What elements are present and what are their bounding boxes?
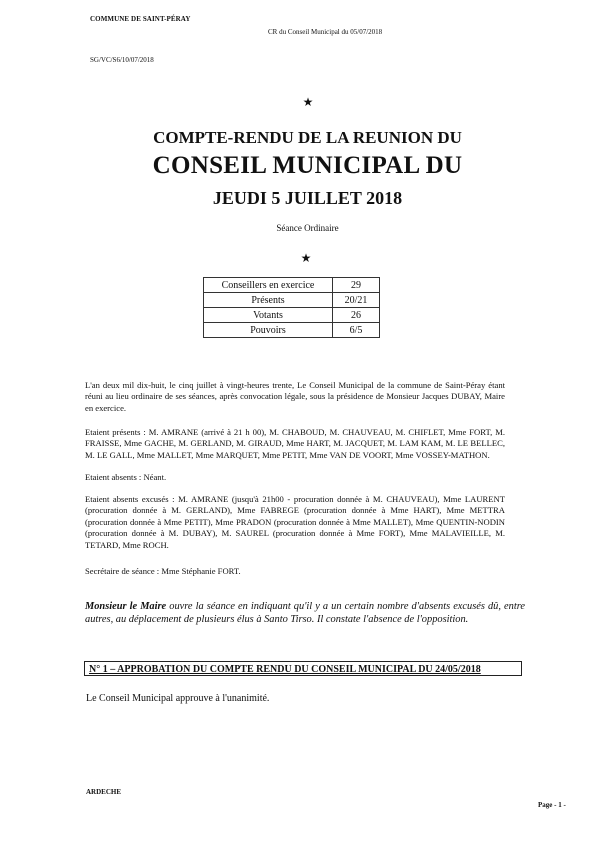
absents-text: Etaient absents : Néant. <box>85 472 167 482</box>
presents-text: Etaient présents : M. AMRANE (arrivé à 21 h 00), M. CHABOUD, M. CHAUVEAU, M. CHIFLET, Mme FORT, M. FRAISSE, Mme GACHE, M. GERLAND, M. GIRAUD, Mme HART, M. JACQUET, M. LAM KAM, M. LE BELLEC, M. LE GALL, Mme MALLET, Mme MARQUET, Mme PETIT, Mme VAN DE VOORT, Mme VOSSEY-MATHON. <box>85 427 505 460</box>
title-line-2: CONSEIL MUNICIPAL DU <box>152 152 463 179</box>
absents-paragraph <box>85 472 505 483</box>
stat-label: Conseillers en exercice <box>204 278 333 293</box>
stat-value: 29 <box>333 278 380 293</box>
presents-paragraph <box>85 427 505 461</box>
stat-value: 20/21 <box>333 293 380 308</box>
stat-label: Votants <box>204 308 333 323</box>
table-row <box>204 308 380 323</box>
footer-department: ARDECHE <box>86 788 122 796</box>
star-icon: ★ <box>300 251 312 265</box>
excused-text: Etaient absents excusés : M. AMRANE (jusqu'à 21h00 - procuration donnée à M. CHAUVEAU), Mme LAURENT (procuration donnée à M. GERLAND), Mme FABREGE (procuration donnée à Mme HART), Mme METTRA (procuration donnée à Mme PETIT), Mme PRADON (procuration donnée à Mme MALLET), Mme QUENTIN-NODIN (procuration donnée à M. DUBAY), M. SAUREL (procuration donnée à Mme FORT), Mme MALAVIEILLE, M. TETARD, Mme ROCH. <box>85 494 505 550</box>
announcement-text: ouvre la séance en indiquant qu'il y a un certain nombre d'absents excusés dû, entre autres, au déplacement de plusieurs élus à Santo Tirso. Il constate l'absence de l'opposition. <box>85 601 525 625</box>
stat-label: Pouvoirs <box>204 323 333 338</box>
title-line-1: COMPTE-RENDU DE LA REUNION DU <box>153 128 462 147</box>
stat-label: Présents <box>204 293 333 308</box>
stat-value: 6/5 <box>333 323 380 338</box>
secretary-text: Secrétaire de séance : Mme Stéphanie FORT. <box>85 566 241 576</box>
announcement-subject: Monsieur le Maire <box>85 601 167 612</box>
stat-value: 26 <box>333 308 380 323</box>
intro-paragraph <box>85 380 505 414</box>
excused-paragraph <box>85 494 505 551</box>
commune-header: COMMUNE DE SAINT-PÉRAY <box>90 15 191 23</box>
table-row <box>204 278 380 293</box>
page-number: Page - 1 - <box>538 801 566 809</box>
section-heading: N° 1 – APPROBATION DU COMPTE RENDU DU CONSEIL MUNICIPAL DU 24/05/2018 <box>84 661 522 676</box>
intro-text: L'an deux mil dix-huit, le cinq juillet à vingt-heures trente, Le Conseil Municipal de la commune de Saint-Péray étant réuni au lieu ordinaire de ses séances, après convocation légale, sous la présidence de Monsieur Jacques DUBAY, Maire en exercice. <box>85 380 505 413</box>
secretary-paragraph <box>85 566 505 577</box>
attendance-table <box>203 277 380 338</box>
section-result: Le Conseil Municipal approuve à l'unanimité. <box>86 693 270 704</box>
opening-announcement <box>85 600 525 626</box>
table-row <box>204 293 380 308</box>
star-icon: ★ <box>302 95 314 109</box>
reference-code: SG/VC/S6/10/07/2018 <box>90 56 154 64</box>
meeting-date: JEUDI 5 JUILLET 2018 <box>212 188 403 208</box>
session-type: Séance Ordinaire <box>276 223 339 233</box>
table-row <box>204 323 380 338</box>
document-reference: CR du Conseil Municipal du 05/07/2018 <box>268 28 383 36</box>
